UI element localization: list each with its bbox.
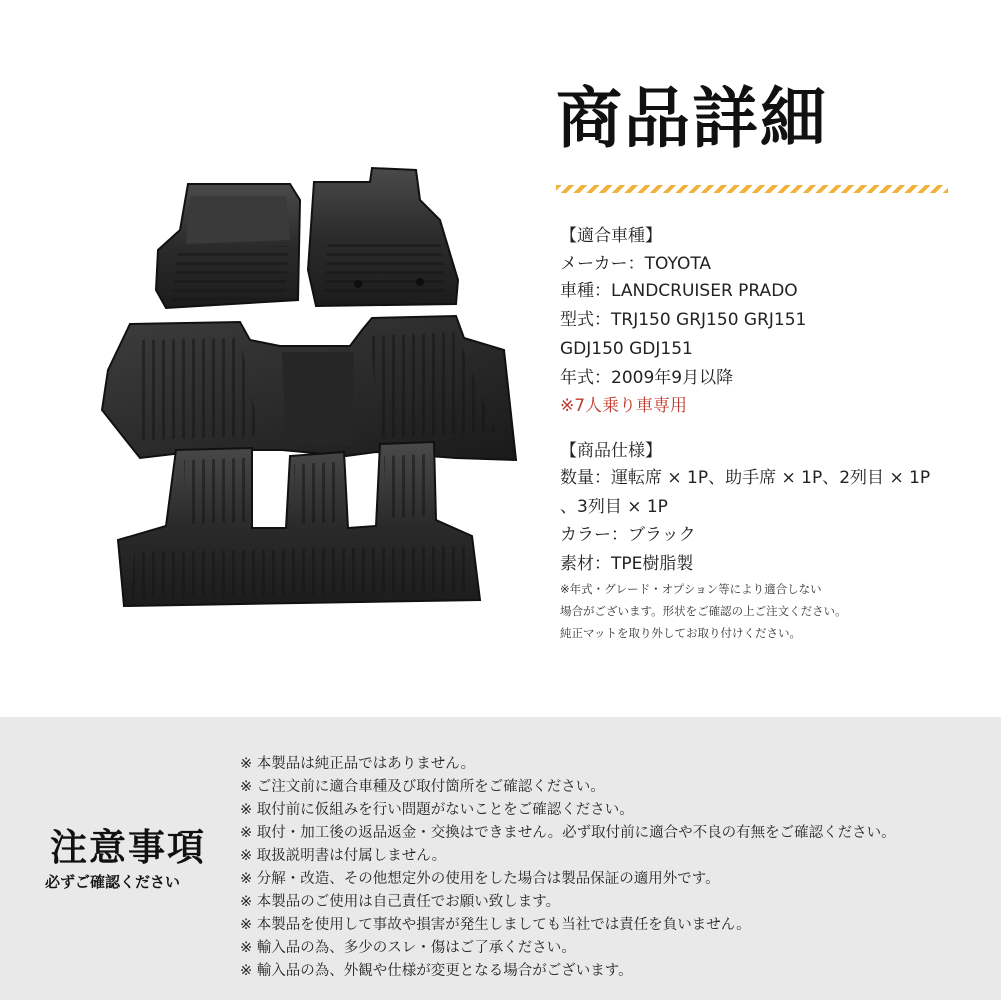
caution-item: ※ 本製品を使用して事故や損害が発生しましても当社では責任を負いません。 (240, 917, 751, 933)
caution-item: ※ 取扱説明書は付属しません。 (240, 848, 447, 864)
page-title: 商品詳細 (556, 80, 828, 157)
model-text: 車種：LANDCRUISER PRADO (560, 281, 798, 301)
caution-item: ※ 取付・加工後の返品返金・交換はできません。必ず取付前に適合や不良の有無をご確認ください。 (240, 825, 896, 841)
type-text-line1: 型式：TRJ150 GRJ150 GRJ151 (560, 310, 807, 330)
second-row-mat (102, 316, 516, 460)
fit-note-line3: 純正マットを取り外してお取り付けください。 (560, 626, 802, 640)
year-text: 年式：2009年9月以降 (560, 368, 734, 388)
caution-item: ※ 本製品は純正品ではありません。 (240, 756, 476, 772)
fit-note-line2: 場合がございます。形状をご確認の上ご注文ください。 (560, 604, 847, 618)
passenger-mat (308, 168, 458, 306)
caution-panel (0, 717, 1001, 1000)
fit-heading: 【適合車種】 (560, 226, 662, 246)
material-text: 素材：TPE樹脂製 (560, 554, 694, 574)
caution-item: ※ 本製品のご使用は自己責任でお願い致します。 (240, 894, 561, 910)
spec-heading: 【商品仕様】 (560, 441, 662, 461)
seating-note: ※7人乗り車専用 (560, 396, 688, 416)
quantity-text-line2: 、3列目 × 1P (560, 497, 668, 517)
quantity-text-line1: 数量：運転席 × 1P、助手席 × 1P、2列目 × 1P (560, 468, 931, 488)
caution-subtitle: 必ずご確認ください (45, 873, 181, 891)
type-text-line2: GDJ150 GDJ151 (560, 339, 693, 359)
caution-item: ※ ご注文前に適合車種及び取付箇所をご確認ください。 (240, 779, 605, 795)
color-text: カラー：ブラック (560, 525, 696, 545)
driver-mat (156, 184, 300, 308)
maker-text: メーカー：TOYOTA (560, 254, 712, 274)
fit-note-line1: ※年式・グレード・オプション等により適合しない (560, 582, 822, 596)
caution-item: ※ 取付前に仮組みを行い問題がないことをご確認ください。 (240, 802, 634, 818)
caution-item: ※ 輸入品の為、多少のスレ・傷はご了承ください。 (240, 940, 576, 956)
floor-mat-set-image (100, 160, 530, 610)
caution-item: ※ 輸入品の為、外観や仕様が変更となる場合がございます。 (240, 963, 633, 979)
caution-item: ※ 分解・改造、その他想定外の使用をした場合は製品保証の適用外です。 (240, 871, 720, 887)
third-row-mat (118, 442, 480, 606)
caution-title: 注意事項 (50, 826, 206, 869)
title-divider (556, 185, 948, 193)
